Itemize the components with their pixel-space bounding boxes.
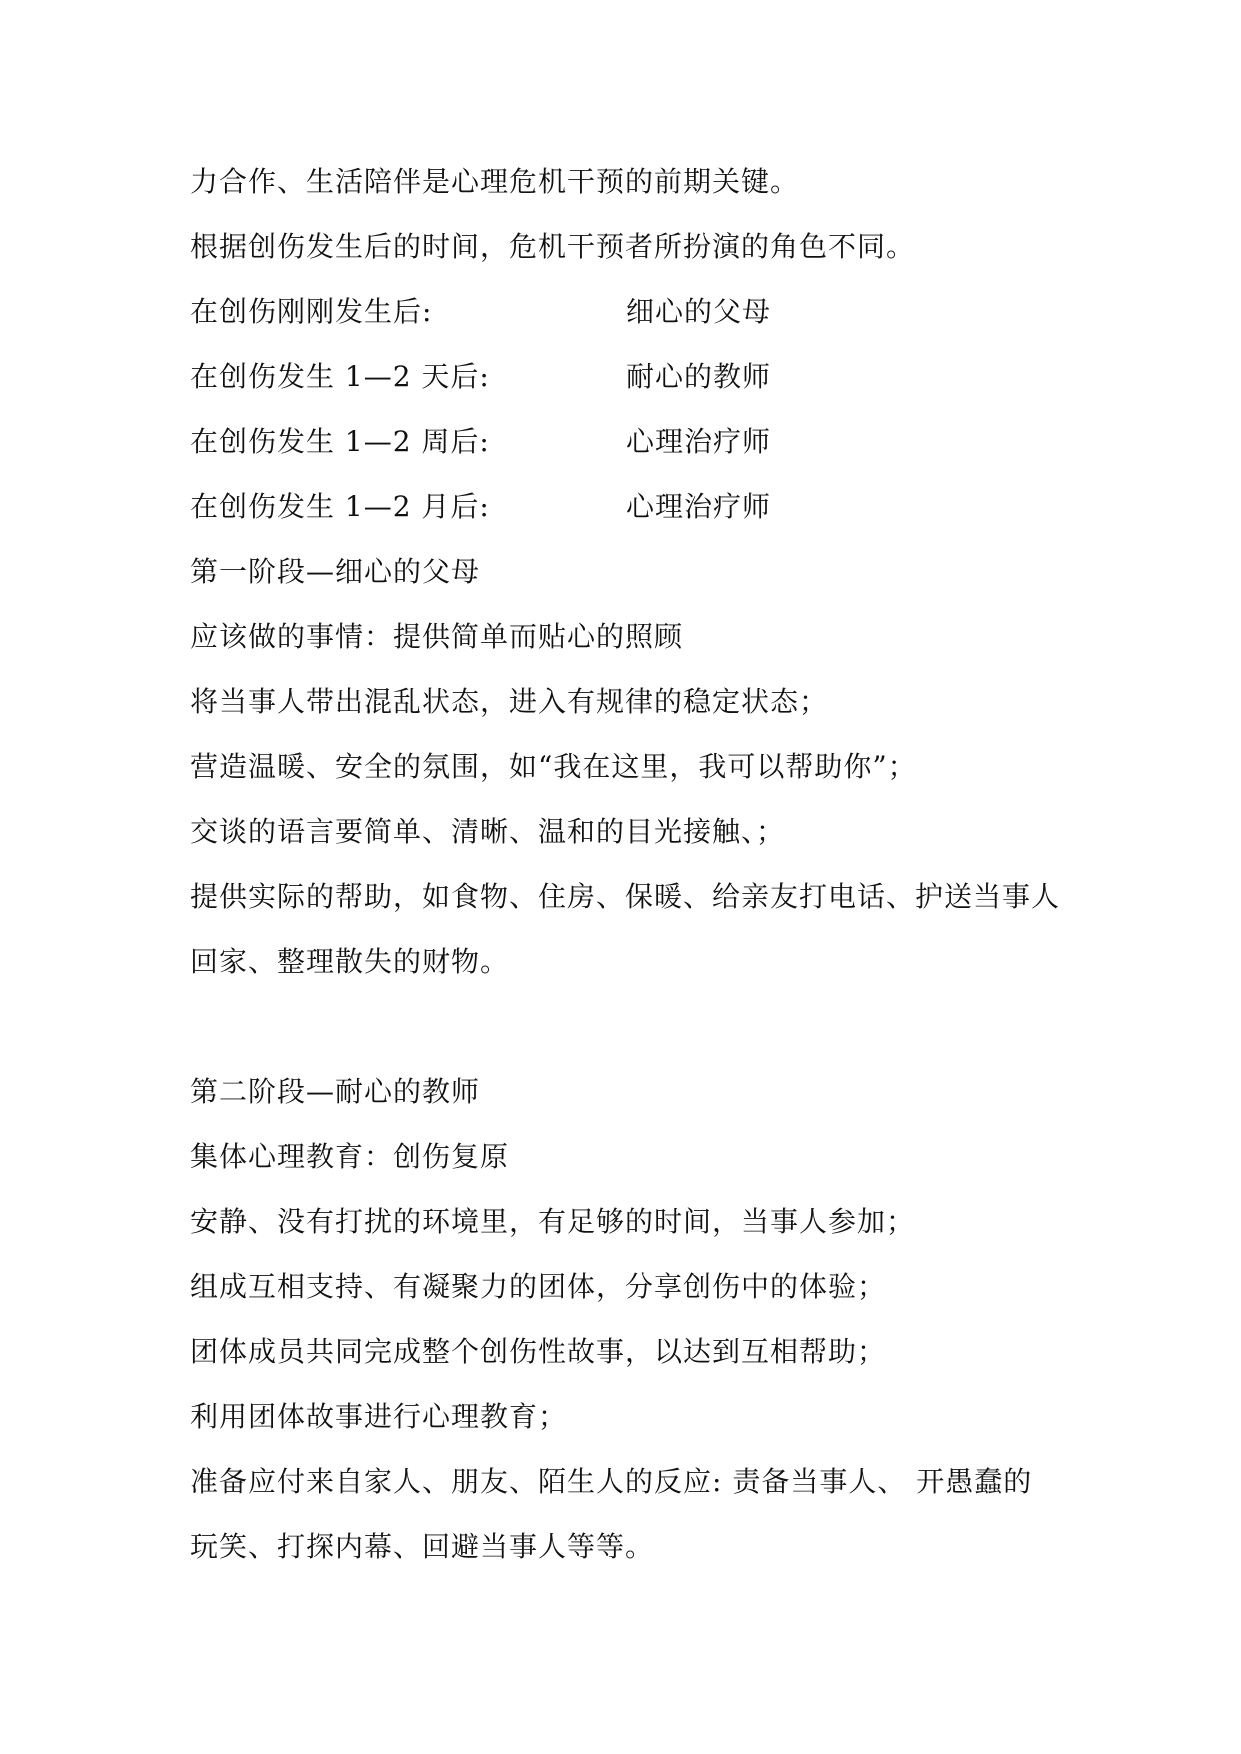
timeline-role: 耐心的教师 [626, 360, 772, 393]
text-line: 团体成员共同完成整个创伤性故事，以达到互相帮助； [190, 1335, 887, 1368]
text-line: 安静、没有打扰的环境里，有足够的时间，当事人参加； [190, 1205, 916, 1238]
paragraph-gap [190, 1005, 1070, 1070]
timeline-when: 在创伤刚刚发生后: [190, 295, 433, 328]
timeline-row [190, 420, 1070, 485]
text-line: 根据创伤发生后的时间，危机干预者所扮演的角色不同。 [190, 230, 916, 263]
timeline-when: 在创伤发生 1—2 天后: [190, 360, 490, 393]
text-line: 将当事人带出混乱状态，进入有规律的稳定状态； [190, 685, 829, 718]
stage2-heading: 第二阶段—耐心的教师 [190, 1075, 481, 1108]
timeline-when: 在创伤发生 1—2 周后: [190, 425, 490, 458]
stage1-heading: 第一阶段—细心的父母 [190, 555, 481, 588]
timeline-role: 心理治疗师 [626, 425, 772, 458]
text-line: 准备应付来自家人、朋友、陌生人的反应: 责备当事人、 开愚蠢的 [190, 1465, 1033, 1498]
text-line: 提供实际的帮助，如食物、住房、保暖、给亲友打电话、护送当事人 [190, 880, 1061, 913]
timeline-row [190, 355, 1070, 420]
timeline-row [190, 290, 1070, 355]
text-line: 力合作、生活陪伴是心理危机干预的前期关键。 [190, 165, 800, 198]
text-line: 回家、整理散失的财物。 [190, 945, 510, 978]
timeline-when: 在创伤发生 1—2 月后: [190, 490, 490, 523]
text-line: 交谈的语言要简单、清晰、温和的目光接触、； [190, 815, 786, 848]
text-line: 营造温暖、安全的氛围，如“我在这里，我可以帮助你”； [190, 750, 917, 783]
timeline-role: 心理治疗师 [626, 490, 772, 523]
text-line: 应该做的事情：提供简单而贴心的照顾 [190, 620, 684, 653]
text-line: 组成互相支持、有凝聚力的团体，分享创伤中的体验； [190, 1270, 887, 1303]
timeline-row [190, 485, 1070, 550]
text-line: 利用团体故事进行心理教育； [190, 1400, 568, 1433]
timeline-role: 细心的父母 [626, 295, 772, 328]
text-line: 玩笑、打探内幕、回避当事人等等。 [190, 1530, 655, 1563]
document-body [190, 160, 1070, 1590]
text-line: 集体心理教育：创伤复原 [190, 1140, 510, 1173]
